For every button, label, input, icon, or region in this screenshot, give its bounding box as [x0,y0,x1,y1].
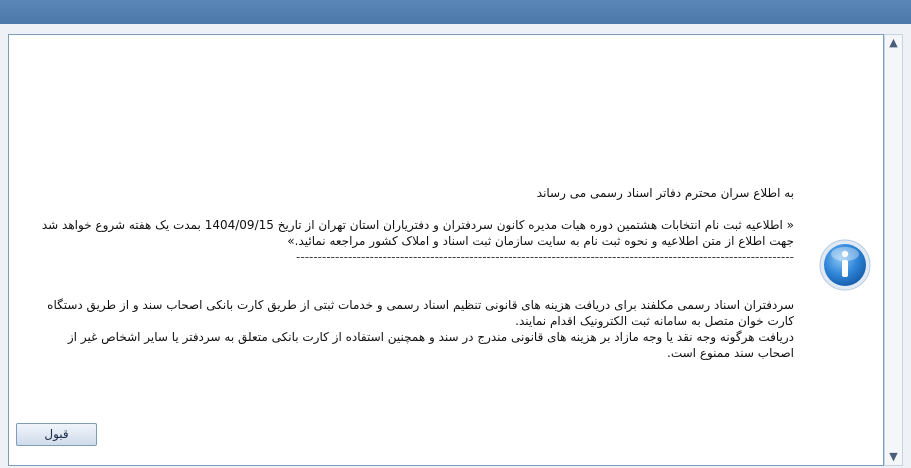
scroll-up-icon[interactable]: ▲ [889,36,898,49]
vertical-scrollbar[interactable] [884,34,903,466]
ok-button[interactable]: قبول [16,423,97,446]
cash-prohibition-notice: دریافت هرگونه وجه نقد یا وجه مازاد بر هزینه های قانونی مندرج در سند و همچنین استفاده از کارت بانکی متعلق به سردفتر یا سایر اشخاص غیر از اصحاب سند ممنوع است. [67,330,794,360]
message-text [31,185,794,361]
greeting-line: به اطلاع سران محترم دفاتر اسناد رسمی می رساند [536,186,794,200]
info-icon [819,239,871,291]
separator-line: ------------------------------------------------------------------------------------------------------------------- [296,250,794,264]
scroll-down-icon[interactable]: ▼ [889,450,898,463]
window-frame [0,24,911,468]
window-titlebar [0,0,911,24]
payment-notice: سردفتران اسناد رسمی مکلفند برای دریافت هزینه های قانونی تنظیم اسناد رسمی و خدمات ثبتی از طریق کارت بانکی اصحاب سند و از طریق دستگاه کارت خوان متصل به سامانه ثبت الکترونیک اقدام نمایند. [47,298,794,328]
message-dialog [8,34,884,466]
election-notice: « اطلاعیه ثبت نام انتخابات هشتمین دوره هیات مدیره کانون سردفتران و دفتریاران استان تهران از تاریخ 1404/09/15 بمدت یک هفته شروع خواهد شد جهت اطلاع از متن اطلاعیه و نحوه ثبت نام به سایت سازمان ثبت اسناد و املاک کشور مراجعه نمائید.» [41,218,794,248]
